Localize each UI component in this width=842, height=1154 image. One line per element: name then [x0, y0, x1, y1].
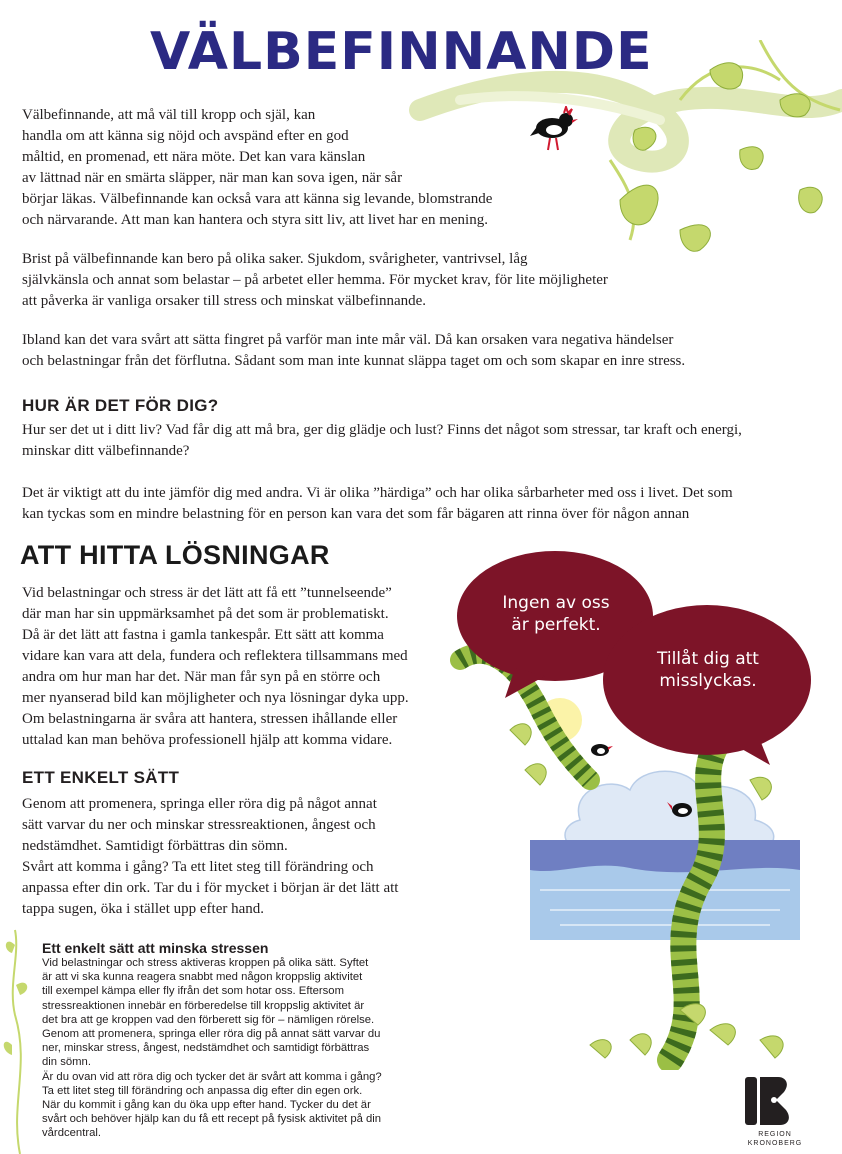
- page-title: VÄLBEFINNANDE: [150, 22, 653, 82]
- info-box-text: Vid belastningar och stress aktiveras kroppen på olika sätt. Syftet är att vi ska kunna reagera snabbt med någon kroppslig aktivitet till exempel kämpa eller fly ifrån det som hotar oss. Eftersom stressreaktionen innebär en förberedelse till kroppslig aktivitet är det bra att ge kroppen vad den förberett sig för – nämligen rörelse. Genom att promenera, springa eller röra dig på annat sätt varvar du ner, minskar stress, ångest, nedstämdhet och samtidigt förbättras din sömn. Är du ovan vid att röra dig och tycker det är svårt att komma i gång? Ta ett litet steg till förändring och anpassa dig efter din egen ork. När du kommit i gång kan du öka upp efter hand. Tycker du det är svårt och behöver hjälp kan du få ett recept på fysisk aktivitet på din vårdcentral.: [42, 957, 382, 1140]
- section3-paragraph-1: Genom att promenera, springa eller röra dig på något annat sätt varvar du ner och minskar stressreaktionen, ångest och nedstämdhet. Samtidigt förbättras din sömn. Svårt att komma i gång? Ta ett litet steg till förändring och anpassa efter din ork. Tar du i för mycket i början är det lätt att tappa sugen, öka i stället upp efter hand.: [22, 796, 399, 917]
- section1-paragraph-1: Hur ser det ut i ditt liv? Vad får dig att må bra, ger dig glädje och lust? Finns det något som stressar, tar kraft och energi, minskar ditt välbefinnande?: [22, 422, 742, 459]
- intro-paragraph-3: Ibland kan det vara svårt att sätta fingret på varför man inte mår väl. Då kan orsaken vara negativa händelser och belastningar från det förflutna. Sådant som man inte kunnat släppa taget om och som skapar en inre stress.: [22, 332, 686, 369]
- heading-att-hitta-losningar: ATT HITTA LÖSNINGAR: [20, 540, 330, 570]
- intro-paragraph-1: Välbefinnande, att må väl till kropp och själ, kan handla om att känna sig nöjd och avspänd efter en god måltid, en promenad, ett nära möte. Det kan vara känslan av lättnad när en smärta släpper, när man kan sova igen, när sår börjar läkas. Välbefinnande kan också vara att känna sig levande, blomstrande och närvarande. Att man kan hantera och styra sitt liv, att livet har en mening.: [22, 107, 493, 228]
- region-kronoberg-logo: [740, 1072, 810, 1148]
- section2-paragraph-1: Vid belastningar och stress är det lätt att få ett ”tunnelseende” där man har sin uppmärksamhet på det som är problematiskt. Då är det lätt att fastna i gamla tankespår. Ett sätt att komma vidare kan vara att dela, fundera och reflektera tillsammans med andra om hur man har det. När man får syn på en större och mer nyanserad bild kan möjligheter och nya lösningar dyka upp. Om belastningarna är svåra att hantera, stressen ihållande eller uttalad kan man behöva professionell hjälp att komma vidare.: [22, 585, 409, 748]
- section1-paragraph-2: Det är viktigt att du inte jämför dig med andra. Vi är olika ”härdiga” och har olika sårbarheter med oss i livet. Det som kan tyckas som en mindre belastning för en person kan vara det som får bägaren att rinna över för någon annan: [22, 485, 733, 522]
- intro-paragraph-2: Brist på välbefinnande kan bero på olika saker. Sjukdom, svårigheter, vantrivsel, låg självkänsla och annat som belastar – på arbetet eller hemma. För mycket krav, för lite möjligheter att påverka är vanliga orsaker till stress och minskat välbefinnande.: [22, 251, 608, 309]
- bird-icon: [528, 106, 580, 156]
- region-kronoberg-logo-icon: [740, 1072, 810, 1130]
- speech-bubble-2-text: Tillåt dig att misslyckas.: [657, 649, 759, 691]
- heading-hur-ar-det: HUR ÄR DET FÖR DIG?: [22, 396, 219, 415]
- speech-bubble-1-text: Ingen av oss är perfekt.: [502, 593, 610, 635]
- info-box-title: Ett enkelt sätt att minska stressen: [42, 940, 269, 956]
- heading-ett-enkelt-satt: ETT ENKELT SÄTT: [22, 768, 180, 787]
- info-box: [42, 940, 437, 1141]
- sprout-illustration: [0, 925, 40, 1154]
- logo-text: REGION KRONOBERG: [747, 1131, 803, 1147]
